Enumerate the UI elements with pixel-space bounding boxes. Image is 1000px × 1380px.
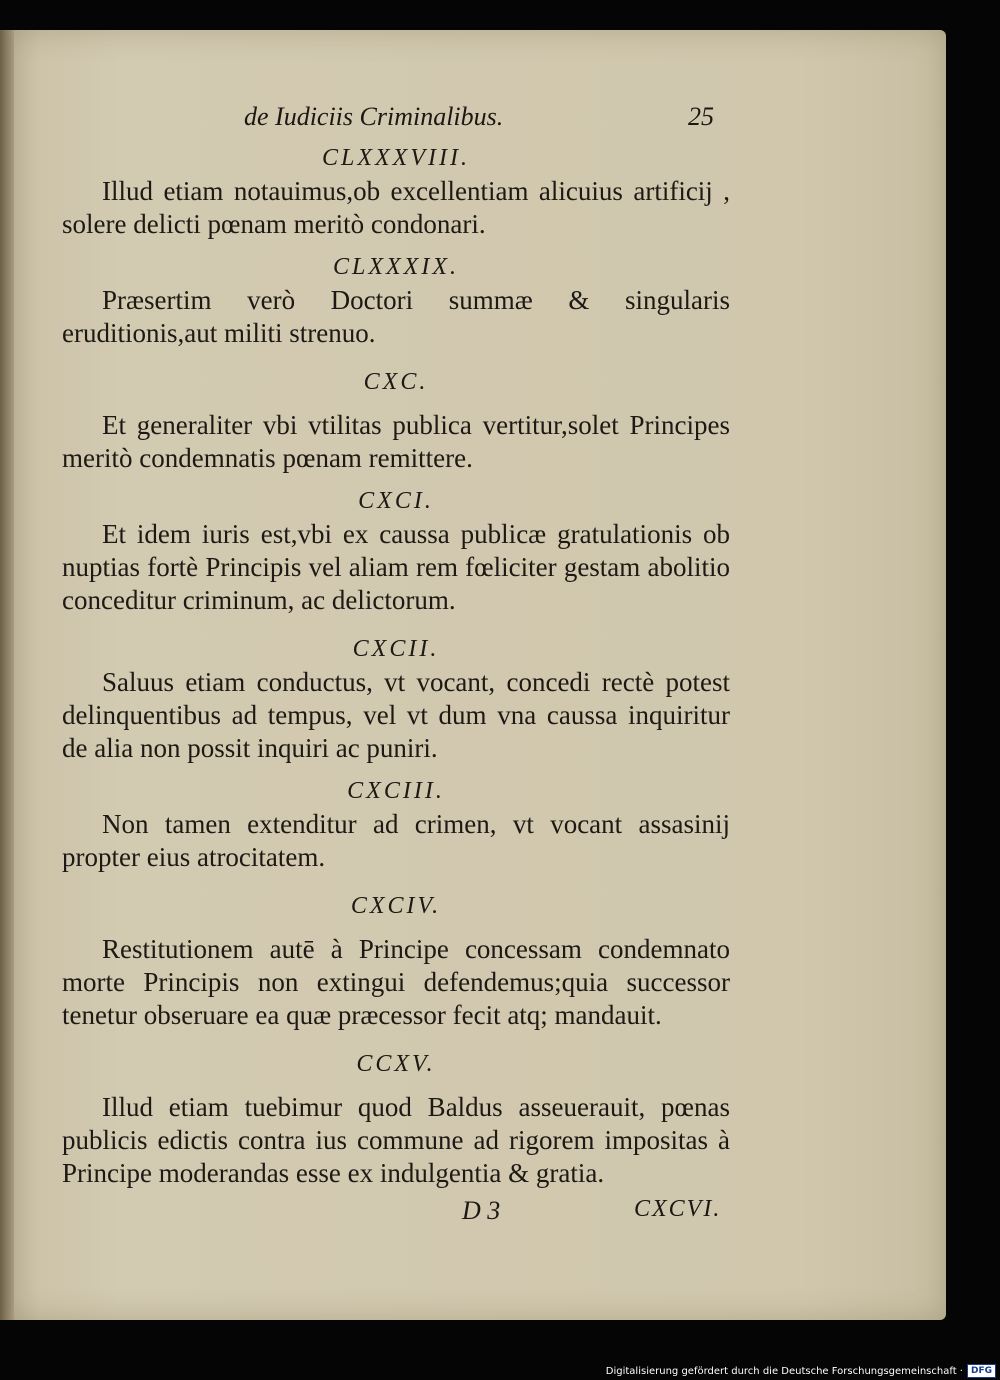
digitization-credit [605, 1364, 996, 1378]
section-text: Et generaliter vbi vtilitas publica vertitur,solet Principes meritò condemnatis pœnam remittere. [62, 410, 730, 473]
section-text: Illud etiam tuebimur quod Baldus asseuerauit, pœnas publicis edictis contra ius commune ad rigorem impositas à Principe moderandas esse ex indulgentia & gratia. [62, 1092, 730, 1188]
section-number: CXCIV. [350, 893, 442, 919]
page-gutter [0, 30, 14, 1320]
section-number: CXCI. [358, 488, 434, 514]
section-text: Saluus etiam conductus, vt vocant, concedi rectè potest delinquentibus ad tempus, vel vt dum vna caussa inquiritur de alia non possit inquiri ac puniri. [62, 667, 730, 763]
section-number: CCXV. [356, 1051, 436, 1077]
section-number: CLXXXVIII. [322, 145, 470, 171]
folio-number: 25 [688, 102, 714, 131]
catchword: CXCVI. [634, 1196, 722, 1222]
page-footer [0, 1196, 946, 1232]
section-text: Non tamen extenditur ad crimen, vt vocant assasinij propter eius atrocitatem. [62, 809, 730, 872]
running-title: de Iudiciis Criminalibus. [244, 102, 504, 131]
section-text: Præsertim verò Doctori summæ & singularis eruditionis,aut militi strenuo. [62, 285, 730, 348]
section-number: CXCIII. [347, 778, 445, 804]
section-number: CXCII. [352, 636, 440, 662]
section-text: Et idem iuris est,vbi ex caussa publicæ gratulationis ob nuptias fortè Principis vel aliam rem fœliciter gestam abolitio conceditur criminum, ac delictorum. [62, 519, 730, 615]
section-number: CXC. [363, 369, 429, 395]
signature-mark: D 3 [462, 1196, 501, 1225]
page-body [62, 142, 730, 1190]
page-header [0, 100, 946, 140]
credit-text: Digitalisierung gefördert durch die Deutsche Forschungsgemeinschaft · [605, 1365, 963, 1377]
section-text: Restitutionem autē à Principe concessam condemnato morte Principis non extingui defendemus;quia successor tenetur obseruare ea quæ præcessor fecit atq; mandauit. [62, 934, 730, 1030]
dfg-logo-icon: DFG [967, 1364, 996, 1378]
section-number: CLXXXIX. [333, 254, 459, 280]
section-text: Illud etiam notauimus,ob excellentiam alicuius artificij , solere delicti pœnam meritò condonari. [62, 176, 730, 239]
